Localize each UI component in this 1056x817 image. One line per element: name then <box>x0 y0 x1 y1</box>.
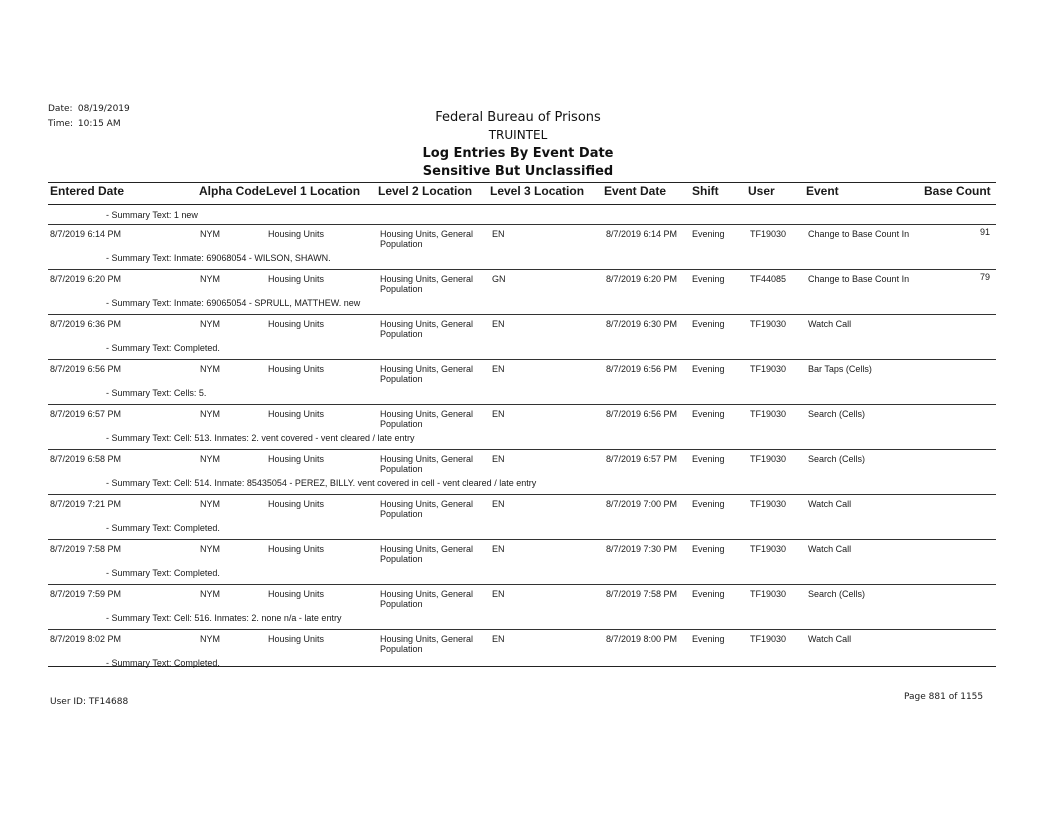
level2-cell: Housing Units, General Population <box>380 274 474 294</box>
footer-user-value: TF14688 <box>88 697 129 707</box>
classification-title: Sensitive But Unclassified <box>422 164 614 179</box>
level3-cell: EN <box>492 409 505 419</box>
level1-cell: Housing Units <box>268 499 325 509</box>
date-label: Date: <box>48 104 73 114</box>
alpha-code-cell: NYM <box>200 634 220 644</box>
event-date-cell: 8/7/2019 6:20 PM <box>606 274 678 284</box>
event-cell: Change to Base Count In <box>808 229 910 239</box>
shift-cell: Evening <box>692 454 725 464</box>
footer-user <box>50 697 128 707</box>
user-cell: TF19030 <box>750 544 787 554</box>
summary-text: - Summary Text: Completed. <box>106 568 220 578</box>
level3-cell: EN <box>492 634 505 644</box>
event-cell: Watch Call <box>808 634 852 644</box>
alpha-code-cell: NYM <box>200 544 220 554</box>
row-separator <box>48 629 996 630</box>
user-cell: TF19030 <box>750 364 787 374</box>
shift-cell: Evening <box>692 409 725 419</box>
event-cell: Watch Call <box>808 544 852 554</box>
event-cell: Search (Cells) <box>808 454 866 464</box>
col-shift: Shift <box>692 184 719 198</box>
header-top-rule <box>48 182 996 183</box>
summary-text: - Summary Text: Cell: 516. Inmates: 2. none n/a - late entry <box>106 613 342 623</box>
event-date-cell: 8/7/2019 7:58 PM <box>606 589 678 599</box>
system-title: TRUINTEL <box>488 128 548 142</box>
summary-text: - Summary Text: Cell: 514. Inmate: 85435054 - PEREZ, BILLY. vent covered in cell - vent cleared / late entry <box>106 478 537 488</box>
report-title: Log Entries By Event Date <box>422 146 614 161</box>
level1-cell: Housing Units <box>268 364 325 374</box>
level2-cell: Housing Units, General Population <box>380 544 474 564</box>
alpha-code-cell: NYM <box>200 499 220 509</box>
user-cell: TF19030 <box>750 454 787 464</box>
col-event: Event <box>806 184 839 198</box>
entered-date-cell: 8/7/2019 6:36 PM <box>50 319 122 329</box>
shift-cell: Evening <box>692 229 725 239</box>
event-cell: Search (Cells) <box>808 409 866 419</box>
col-user: User <box>748 184 775 198</box>
footer-user-label: User ID: <box>50 697 86 707</box>
entered-date-cell: 8/7/2019 6:14 PM <box>50 229 122 239</box>
summary-text: - Summary Text: Completed. <box>106 343 220 353</box>
level2-cell: Housing Units, General Population <box>380 409 474 429</box>
user-cell: TF19030 <box>750 634 787 644</box>
level3-cell: EN <box>492 499 505 509</box>
level2-cell: Housing Units, General Population <box>380 454 474 474</box>
entered-date-cell: 8/7/2019 7:58 PM <box>50 544 122 554</box>
level1-cell: Housing Units <box>268 409 325 419</box>
agency-title: Federal Bureau of Prisons <box>435 110 601 125</box>
row-separator <box>48 314 996 315</box>
event-date-cell: 8/7/2019 8:00 PM <box>606 634 678 644</box>
event-cell: Bar Taps (Cells) <box>808 364 872 374</box>
entered-date-cell: 8/7/2019 6:58 PM <box>50 454 122 464</box>
shift-cell: Evening <box>692 274 725 284</box>
level3-cell: EN <box>492 589 505 599</box>
col-level1: Level 1 Location <box>266 184 361 198</box>
page-number: Page 881 of 1155 <box>904 692 984 702</box>
level2-cell: Housing Units, General Population <box>380 499 474 519</box>
user-cell: TF19030 <box>750 589 787 599</box>
col-level3: Level 3 Location <box>490 184 585 198</box>
row-separator <box>48 404 996 405</box>
level1-cell: Housing Units <box>268 544 325 554</box>
col-base-count: Base Count <box>924 184 991 198</box>
level1-cell: Housing Units <box>268 589 325 599</box>
level3-cell: EN <box>492 229 505 239</box>
user-cell: TF44085 <box>750 274 787 284</box>
alpha-code-cell: NYM <box>200 364 220 374</box>
alpha-code-cell: NYM <box>200 319 220 329</box>
event-cell: Watch Call <box>808 319 852 329</box>
entered-date-cell: 8/7/2019 8:02 PM <box>50 634 122 644</box>
user-cell: TF19030 <box>750 409 787 419</box>
row-separator <box>48 224 996 225</box>
summary-text: - Summary Text: Cell: 513. Inmates: 2. vent covered - vent cleared / late entry <box>106 433 415 443</box>
row-separator <box>48 494 996 495</box>
summary-text: - Summary Text: Inmate: 69068054 - WILSON, SHAWN. <box>106 253 331 263</box>
level2-cell: Housing Units, General Population <box>380 319 474 339</box>
alpha-code-cell: NYM <box>200 274 220 284</box>
shift-cell: Evening <box>692 499 725 509</box>
alpha-code-cell: NYM <box>200 409 220 419</box>
summary-text: - Summary Text: Completed. <box>106 523 220 533</box>
row-separator <box>48 584 996 585</box>
level2-cell: Housing Units, General Population <box>380 589 474 609</box>
level1-cell: Housing Units <box>268 274 325 284</box>
row-separator <box>48 449 996 450</box>
col-entered-date: Entered Date <box>50 184 125 198</box>
base-count-cell: 91 <box>979 227 990 237</box>
entered-date-cell: 8/7/2019 6:20 PM <box>50 274 122 284</box>
row-separator <box>48 269 996 270</box>
summary-text: - Summary Text: Cells: 5. <box>106 388 207 398</box>
level3-cell: EN <box>492 454 505 464</box>
alpha-code-cell: NYM <box>200 589 220 599</box>
event-cell: Change to Base Count In <box>808 274 910 284</box>
col-alpha-code: Alpha Code <box>199 184 266 198</box>
user-cell: TF19030 <box>750 319 787 329</box>
event-date-cell: 8/7/2019 6:57 PM <box>606 454 678 464</box>
level3-cell: EN <box>492 364 505 374</box>
user-cell: TF19030 <box>750 229 787 239</box>
summary-text: - Summary Text: 1 new <box>106 210 198 220</box>
event-date-cell: 8/7/2019 6:30 PM <box>606 319 678 329</box>
date-value: 08/19/2019 <box>77 104 130 114</box>
shift-cell: Evening <box>692 634 725 644</box>
row-separator <box>48 539 996 540</box>
entered-date-cell: 8/7/2019 6:57 PM <box>50 409 122 419</box>
alpha-code-cell: NYM <box>200 454 220 464</box>
level3-cell: GN <box>492 274 506 284</box>
event-date-cell: 8/7/2019 7:30 PM <box>606 544 678 554</box>
event-date-cell: 8/7/2019 6:14 PM <box>606 229 678 239</box>
alpha-code-cell: NYM <box>200 229 220 239</box>
summary-text: - Summary Text: Completed. <box>106 658 220 668</box>
base-count-cell: 79 <box>979 272 990 282</box>
level1-cell: Housing Units <box>268 229 325 239</box>
event-cell: Watch Call <box>808 499 852 509</box>
level3-cell: EN <box>492 319 505 329</box>
col-event-date: Event Date <box>604 184 667 198</box>
level1-cell: Housing Units <box>268 319 325 329</box>
table-end-rule <box>48 666 996 667</box>
event-date-cell: 8/7/2019 6:56 PM <box>606 409 678 419</box>
shift-cell: Evening <box>692 319 725 329</box>
row-separator <box>48 359 996 360</box>
col-level2: Level 2 Location <box>378 184 473 198</box>
level1-cell: Housing Units <box>268 634 325 644</box>
entered-date-cell: 8/7/2019 6:56 PM <box>50 364 122 374</box>
header-bottom-rule <box>48 204 996 205</box>
level2-cell: Housing Units, General Population <box>380 364 474 384</box>
entered-date-cell: 8/7/2019 7:21 PM <box>50 499 122 509</box>
level1-cell: Housing Units <box>268 454 325 464</box>
entered-date-cell: 8/7/2019 7:59 PM <box>50 589 122 599</box>
event-date-cell: 8/7/2019 7:00 PM <box>606 499 678 509</box>
level2-cell: Housing Units, General Population <box>380 229 474 249</box>
shift-cell: Evening <box>692 364 725 374</box>
event-cell: Search (Cells) <box>808 589 866 599</box>
user-cell: TF19030 <box>750 499 787 509</box>
report-time <box>48 119 121 129</box>
time-label: Time: <box>48 119 74 129</box>
time-value: 10:15 AM <box>77 119 121 129</box>
level2-cell: Housing Units, General Population <box>380 634 474 654</box>
report-date <box>48 104 130 114</box>
level3-cell: EN <box>492 544 505 554</box>
shift-cell: Evening <box>692 544 725 554</box>
event-date-cell: 8/7/2019 6:56 PM <box>606 364 678 374</box>
summary-text: - Summary Text: Inmate: 69065054 - SPRULL, MATTHEW. new <box>106 298 361 308</box>
shift-cell: Evening <box>692 589 725 599</box>
